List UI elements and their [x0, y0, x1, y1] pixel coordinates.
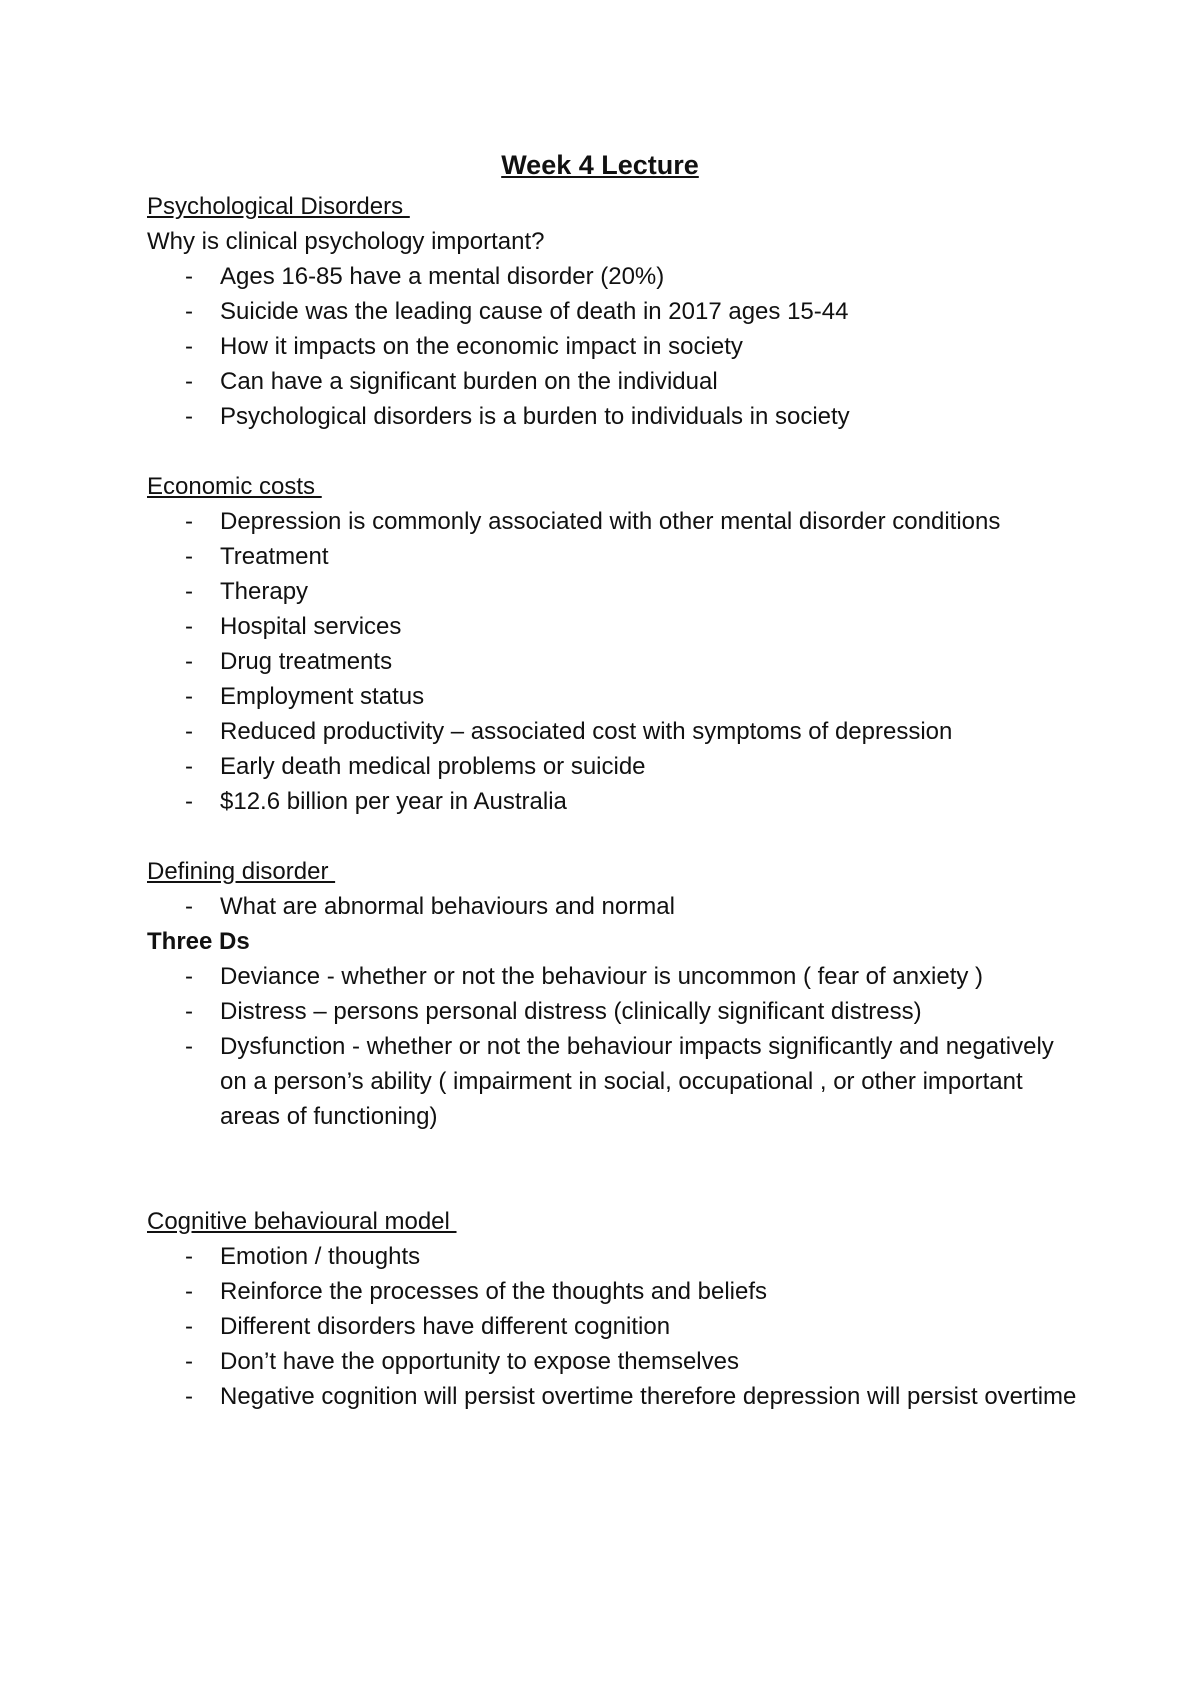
list-item-text: How it impacts on the economic impact in society	[220, 333, 743, 360]
section-heading-cognitive-behavioural-model: Cognitive behavioural model	[147, 1208, 457, 1235]
dash-bullet: -	[185, 263, 193, 290]
dash-bullet: -	[185, 368, 193, 395]
list-item-text: Different disorders have different cognition	[220, 1313, 671, 1340]
list-item-text: Psychological disorders is a burden to individuals in society	[220, 403, 850, 430]
list-item-text: What are abnormal behaviours and normal	[220, 893, 675, 920]
section-heading-psychological-disorders: Psychological Disorders	[147, 193, 410, 220]
dash-bullet: -	[185, 543, 193, 570]
list-item	[147, 644, 1077, 679]
page-title: Week 4 Lecture	[501, 150, 699, 180]
dash-bullet: -	[185, 403, 193, 430]
dash-bullet: -	[185, 298, 193, 325]
list-item-text: Suicide was the leading cause of death in 2017 ages 15-44	[220, 298, 849, 325]
dash-bullet: -	[185, 1278, 193, 1305]
dash-bullet: -	[185, 613, 193, 640]
dash-bullet: -	[185, 1033, 193, 1060]
list-item-text: Reduced productivity – associated cost with symptoms of depression	[220, 718, 953, 745]
dash-bullet: -	[185, 998, 193, 1025]
list-item-text: Reinforce the processes of the thoughts and beliefs	[220, 1278, 768, 1305]
dash-bullet: -	[185, 648, 193, 675]
dash-bullet: -	[185, 893, 193, 920]
dash-bullet: -	[185, 1313, 193, 1340]
dash-bullet: -	[185, 333, 193, 360]
bullet-list-defining-disorder	[147, 889, 1077, 924]
dash-bullet: -	[185, 578, 193, 605]
list-item-text: Employment status	[220, 683, 425, 710]
dash-bullet: -	[185, 683, 193, 710]
list-item-text: Hospital services	[220, 613, 402, 640]
list-item	[147, 784, 1077, 819]
section-heading-economic-costs: Economic costs	[147, 473, 322, 500]
list-item-text: Dysfunction - whether or not the behaviour impacts significantly and negatively on a person’s ability ( impairment in social, occupational , or other important areas of functioning)	[220, 1033, 1054, 1130]
list-item-text: Therapy	[220, 578, 309, 605]
list-item-text: Distress – persons personal distress (clinically significant distress)	[220, 998, 922, 1025]
list-item-text: Ages 16-85 have a mental disorder (20%)	[220, 263, 665, 290]
list-item	[147, 889, 1077, 924]
list-item-text: Depression is commonly associated with other mental disorder conditions	[220, 508, 1001, 535]
list-item	[147, 539, 1077, 574]
list-item	[147, 574, 1077, 609]
dash-bullet: -	[185, 508, 193, 535]
list-item	[147, 994, 1077, 1029]
bullet-list-economic-costs	[147, 504, 1077, 819]
list-item	[147, 1344, 1077, 1379]
list-item	[147, 714, 1077, 749]
list-item-text: Emotion / thoughts	[220, 1243, 421, 1270]
dash-bullet: -	[185, 718, 193, 745]
list-item-text: Can have a significant burden on the individual	[220, 368, 718, 395]
list-item-text: Treatment	[220, 543, 329, 570]
list-item	[147, 294, 1077, 329]
list-item	[147, 959, 1077, 994]
list-item	[147, 749, 1077, 784]
list-item-text: Drug treatments	[220, 648, 393, 675]
list-item	[147, 1029, 1077, 1134]
list-item-text: Don’t have the opportunity to expose themselves	[220, 1348, 739, 1375]
three-ds-label: Three Ds	[147, 928, 250, 955]
dash-bullet: -	[185, 1243, 193, 1270]
dash-bullet: -	[185, 753, 193, 780]
list-item	[147, 259, 1077, 294]
paragraph-gap	[147, 819, 1077, 854]
bullet-list-three-ds	[147, 959, 1077, 1134]
list-item	[147, 399, 1077, 434]
list-item-text: Deviance - whether or not the behaviour is uncommon ( fear of anxiety )	[220, 963, 984, 990]
list-item	[147, 1239, 1077, 1274]
section-subheading: Why is clinical psychology important?	[147, 228, 545, 255]
list-item	[147, 329, 1077, 364]
dash-bullet: -	[185, 963, 193, 990]
list-item	[147, 1274, 1077, 1309]
paragraph-gap	[147, 1134, 1077, 1204]
list-item	[147, 609, 1077, 644]
list-item-text: Early death medical problems or suicide	[220, 753, 646, 780]
paragraph-gap	[147, 434, 1077, 469]
dash-bullet: -	[185, 1348, 193, 1375]
bullet-list-cognitive-behavioural-model	[147, 1239, 1077, 1414]
list-item	[147, 1309, 1077, 1344]
list-item	[147, 679, 1077, 714]
section-heading-defining-disorder: Defining disorder	[147, 858, 336, 885]
document-body	[147, 189, 1077, 1414]
list-item-text: Negative cognition will persist overtime therefore depression will persist overtime	[220, 1383, 1077, 1410]
bullet-list-psychological-disorders	[147, 259, 1077, 434]
list-item-text: $12.6 billion per year in Australia	[220, 788, 567, 815]
dash-bullet: -	[185, 1383, 193, 1410]
dash-bullet: -	[185, 788, 193, 815]
list-item	[147, 364, 1077, 399]
list-item	[147, 1379, 1077, 1414]
list-item	[147, 504, 1077, 539]
